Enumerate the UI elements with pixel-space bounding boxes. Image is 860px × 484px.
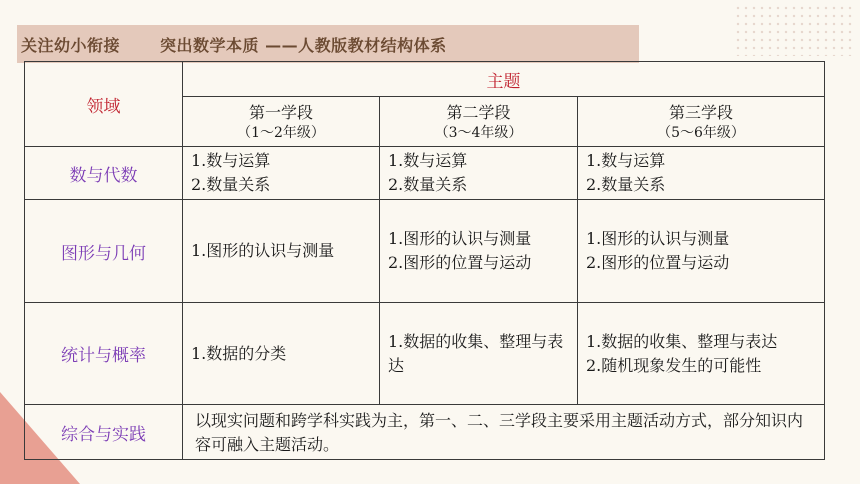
domain-cell: 数与代数 (25, 147, 183, 200)
stage-grades: （1～2年级） (237, 124, 325, 141)
stage-header-2 (380, 97, 578, 147)
domain-header-cell: 领域 (25, 62, 183, 147)
content-cell: 1.数据的分类 (183, 303, 380, 405)
domain-cell: 图形与几何 (25, 200, 183, 303)
stage-header-3 (578, 97, 825, 147)
curriculum-table (24, 61, 825, 460)
table-row (25, 303, 825, 405)
stage-name: 第三学段 (669, 102, 734, 122)
content-cell: 1.图形的认识与测量 2.图形的位置与运动 (578, 200, 825, 303)
slide-title-right: 突出数学本质 ——人教版教材结构体系 (160, 36, 447, 55)
stage-name: 第二学段 (446, 102, 511, 122)
stage-grades: （5～6年级） (657, 124, 745, 141)
content-cell: 1.数与运算 2.数量关系 (578, 147, 825, 200)
content-cell: 1.数据的收集、整理与表达 (380, 303, 578, 405)
content-cell: 1.数与运算 2.数量关系 (380, 147, 578, 200)
table-row (25, 200, 825, 303)
domain-cell: 统计与概率 (25, 303, 183, 405)
content-cell: 1.数据的收集、整理与表达 2.随机现象发生的可能性 (578, 303, 825, 405)
stage-name: 第一学段 (248, 102, 313, 122)
slide-title-left: 关注幼小衔接 (21, 36, 121, 55)
table-row (25, 405, 825, 460)
stage-grades: （3～4年级） (434, 124, 523, 141)
slide-title (21, 33, 447, 56)
content-cell: 1.图形的认识与测量 2.图形的位置与运动 (380, 200, 578, 303)
curriculum-table-container (24, 61, 825, 460)
practice-description-cell: 以现实问题和跨学科实践为主，第一、二、三学段主要采用主题活动方式，部分知识内容可融入主题活动。 (183, 405, 825, 460)
dot-pattern-decoration (734, 4, 854, 56)
table-row (25, 147, 825, 200)
topic-header-cell: 主题 (183, 62, 825, 97)
content-cell: 1.图形的认识与测量 (183, 200, 380, 303)
domain-cell: 综合与实践 (25, 405, 183, 460)
stage-header-1 (183, 97, 380, 147)
content-cell: 1.数与运算 2.数量关系 (183, 147, 380, 200)
